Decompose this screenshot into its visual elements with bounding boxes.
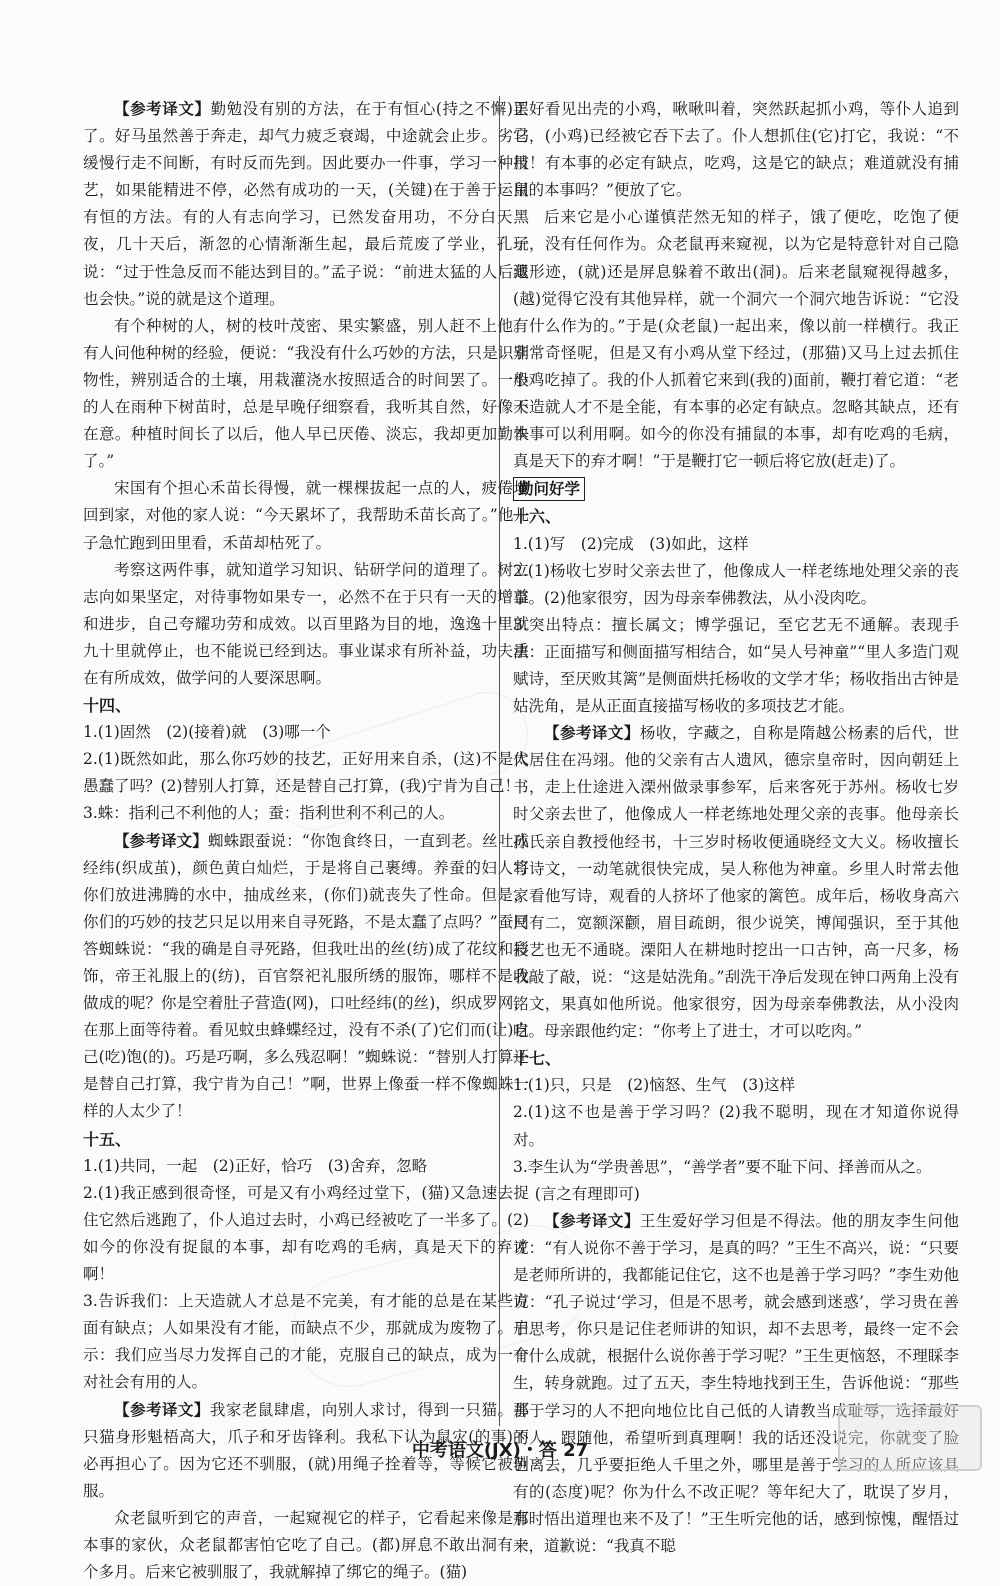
corner-logo-stamp bbox=[838, 1405, 982, 1471]
translation-paragraph bbox=[83, 828, 529, 1126]
paragraph-text: 勤勉没有别的方法，在于有恒心(持之不懈)罢了。好马虽然善于奔走，却气力疲乏衰竭，中途就会止步。劣马缓慢行走不间断，有时反而先到。因此要办一件事，学习一种技艺，如果能精进不停，必然有成功的一天，(关键)在于善于运用有恒的方法。有的人有志向学习，已然发奋用功，不分白天黑夜，几十天后，渐忽的心情渐渐生起，最后荒废了学业，孔子说：“过于性急反而不能达到目的。”孟子说：“前进太猛的人后退也会快。”说的就是这个道理。 bbox=[83, 100, 529, 308]
answer-paragraph: 正好看见出壳的小鸡，啾啾叫着，突然跃起抓小鸡，等仆人追到它，(小鸡)已经被它吞下去了。仆人想抓住(它)打它，我说：“不用！有本事的必定有缺点，吃鸡，这是它的缺点；难道就没有捕鼠的本事吗？”便放了它。 bbox=[513, 100, 959, 200]
answer-paragraph: 后来它是小心谨慎茫然无知的样子，饿了便吃，吃饱了便玩，没有任何作为。众老鼠再来窥视，以为它是特意针对自己隐藏形迹，(就)还是屏息躲着不敢出(洞)。后来老鼠窥视得越多，(越)觉得它没有其他异样，就一个洞穴一个洞穴地告诉说：“它没有什么作为的。”于是(众老鼠)一起出来，像以前一样横行。我正非常奇怪呢，但是又有小鸡从堂下经过，(那猫)又马上过去抓住小鸡吃掉了。我的仆人抓着它来到(我的)面前，鞭打着它道：“老天造就人才不是全能，有本事的必定有缺点。忽略其缺点，还有本事可以利用啊。如今的你没有捕鼠的本事，却有吃鸡的毛病，真是天下的弃才啊！”于是鞭打它一顿后将它放(赶走)了。 bbox=[513, 208, 959, 471]
paragraph-text: 我家老鼠肆虐，向别人求讨，得到一只猫。那只猫身形魁梧高大，爪子和牙齿锋利。我私下认为鼠灾(的事)不必再担心了。因为它还不驯服，(就)用绳子拴着等，等候它被驯服。 bbox=[83, 1400, 529, 1500]
answer-paragraph: 1.(1)写 (2)完成 (3)如此，这样 bbox=[513, 534, 749, 553]
answer-paragraph: 2.(1)既然如此，那么你巧妙的技艺，正好用来自杀，(这)不是太愚蠢了吗？(2)替别人打算，还是替自己打算，(我)宁肯为自己！ bbox=[83, 750, 529, 796]
translation-paragraph bbox=[513, 720, 959, 1045]
answer-paragraph: 2.(1)这不也是善于学习吗？(2)我不聪明，现在才知道你说得对。 bbox=[513, 1103, 959, 1149]
answer-paragraph: 3.李生认为“学贵善思”，“善学者”要不耻下问、择善而从之。 bbox=[513, 1157, 932, 1176]
answer-paragraph: 2.(1)我正感到很奇怪，可是又有小鸡经过堂下，(猫)又急速去捉住它然后逃跑了，仆人追过去时，小鸡已经被吃了一半多了。(2)如今的你没有捉鼠的本事，却有吃鸡的毛病，真是天下的弃才啊！ bbox=[83, 1183, 529, 1284]
answer-paragraph: 考察这两件事，就知道学习知识、钻研学问的道理了。树立志向如果坚定，对待事物如果专一，必然不在于只有一天的增益和进步，自己夸耀功劳和成效。以百里路为目的地，逸逸十里就九十里就停止，也不能说已经到达。事业谋求有所补益，功夫重在有所成效，做学问的人要深思啊。 bbox=[83, 560, 529, 687]
page-footer: 中考语文(JX)・答 27 bbox=[411, 1440, 589, 1461]
answer-paragraph: 3.蛛：指利己不利他的人；蚕：指利世利不利己的人。 bbox=[83, 804, 455, 823]
section-heading: 十七、 bbox=[513, 1049, 562, 1069]
section-heading: 十六、 bbox=[513, 507, 562, 527]
translation-tag: 【参考译文】 bbox=[114, 1400, 210, 1419]
paragraph-text: 杨收，字藏之，自称是隋越公杨素的后代，世代居住在冯翊。他的父亲有古人遗风，德宗皇帝时，因向朝廷上书，走上仕途进入溧州做录事参军，后来客死于苏州。杨收七岁时父亲去世了，他像成人一样老练地处理父亲的丧事。他母亲长孙氏亲自教授他经书，十三岁时杨收便通晓经文大义。杨收擅长写诗文，一动笔就很快完成，吴人称他为神童。乡里人时常去他家看他写诗，观看的人挤坏了他家的篱笆。成年后，杨收身高六尺有二，宽额深颧，眉目疏朗，很少说笑，博闻强识，至于其他技艺也无不通晓。溧阳人在耕地时挖出一口古钟，高一尺多，杨收敲了敲，说：“这是姑洗角。”刮洗干净后发现在钟口两角上没有铭文，果真如他所说。他家很穷，因为母亲奉佛教法，从小没肉吃。母亲跟他约定：“你考上了进士，才可以吃肉。” bbox=[513, 724, 959, 1041]
answer-paragraph: 1.(1)只，只是 (2)恼怒、生气 (3)这样 bbox=[513, 1076, 796, 1095]
translation-paragraph bbox=[83, 96, 529, 313]
answer-paragraph: 有个种树的人，树的枝叶茂密、果实繁盛，别人赶不上他。有人问他种树的经验，便说：“我没有什么巧妙的方法，只是识别物性，辨别适合的土壤，用栽灌浇水按照适合的时间罢了。一般的人在雨种下树苗时，总是早晚仔细察看，我听其自然，好像不在意。种植时间长了以后，他人早已厌倦、淡忘，我却更加勤快了。” bbox=[83, 316, 529, 471]
translation-tag: 【参考译文】 bbox=[114, 831, 208, 850]
answer-paragraph: 3.突出特点：擅长属文；博学强记，至它艺无不通解。表现手法：正面描写和侧面描写相结合，如“吴人号神童”“里人多造门观赋诗，至厌败其篱”是侧面烘托杨收的文学才华；杨收指出古钟是姑洗角，是从正面直接描写杨收的多项技艺才能。 bbox=[513, 615, 959, 716]
section-heading: 十四、 bbox=[83, 696, 132, 716]
section-heading: 十五、 bbox=[83, 1129, 132, 1149]
answer-paragraph: 1.(1)固然 (2)(接着)就 (3)哪一个 bbox=[83, 723, 331, 742]
answer-paragraph: 3.告诉我们：上天造就人才总是不完美，有才能的总是在某些方面有缺点；人如果没有才能，而缺点不少，那就成为废物了。启示：我们应当尽力发挥自己的才能，克服自己的缺点，成为一个对社会有用的人。 bbox=[83, 1292, 529, 1392]
paragraph-text: 蜘蛛跟蚕说：“你饱食终日，一直到老。丝吐成经纬(织成茧)，颜色黄白灿烂，于是将自己裹缚。养蚕的妇人将你们放进沸腾的水中，抽成丝来，(你们)就丧失了性命。但是，你们的巧妙的技艺只足以用来自寻死路，不是太蠢了点吗？”蚕回答蜘蛛说：“我的确是自寻死路，但我吐出的丝(纺)成了花纹和彩饰，帝王礼服上的(纺)，百官祭祀礼服所绣的服饰，哪样不是我做成的呢？你是空着肚子营造(网)，口吐经纬(的丝)，织成罗网，在那上面等待着。看见蚊虫蜂蝶经过，没有不杀(了)它们而(让)自己(吃)饱(的)。巧是巧啊，多么残忍啊！”蜘蛛说：“替别人打算还是替自己打算，我宁肯为自己！”啊，世界上像蚕一样不像蜘蛛一样的人太少了！ bbox=[83, 831, 529, 1121]
answer-paragraph: 2.(1)杨收七岁时父亲去世了，他像成人一样老练地处理父亲的丧事。(2)他家很穷，因为母亲奉佛教法，从小没肉吃。 bbox=[513, 561, 959, 607]
translation-tag: 【参考译文】 bbox=[114, 100, 211, 118]
section-box-title: 勤问好学 bbox=[513, 477, 585, 501]
answer-paragraph: 1.(1)共同，一起 (2)正好，恰巧 (3)舍弃，忽略 bbox=[83, 1156, 428, 1175]
answer-paragraph: 众老鼠听到它的声音，一起窥视它的样子，它看起来像是有本事的家伙，众老鼠都害怕它吃了自己。(都)屏息不敢出洞有一个多月。后来它被驯服了，我就解掉了绑它的绳子。(猫) bbox=[83, 1508, 529, 1582]
answer-paragraph: (言之有理即可) bbox=[534, 1184, 640, 1203]
paragraph-text: 王生爱好学习但是不得法。他的朋友李生问他说：“有人说你不善于学习，是真的吗？”王生不高兴，说：“只要是老师所讲的，我都能记住它，这不也是善于学习吗？”李生劝他说：“孔子说过‘学习，但是不思考，就会感到迷惑’，学习贵在善于思考，你只是记住老师讲的知识，却不去思考，最终一定不会有什么成就，根据什么说你善于学习呢？”王生更恼怒，不理睬李生，转身就跑。过了五天，李生特地找到王生，告诉他说：“那些善于学习的人不把向地位比自己低的人请教当成耻辱，选择最好的人，跟随他，希望听到真理啊！我的话还没说完，你就变了脸色离去，几乎要拒绝人千里之外，哪里是善于学习的人所应该具有的(态度)呢？你为什么不改正呢？等年纪大了，耽误了岁月，那时悟出道理也来不及了！”王生听完他的话，感到惊愧，醒悟过来，道歉说：“我真不聪 bbox=[513, 1211, 959, 1555]
translation-tag: 【参考译文】 bbox=[544, 724, 640, 743]
translation-tag: 【参考译文】 bbox=[544, 1211, 640, 1230]
right-column bbox=[513, 96, 959, 1560]
answer-paragraph: 宋国有个担心禾苗长得慢，就一棵棵拔起一点的人，疲倦地回到家，对他的家人说：“今天累坏了，我帮助禾苗长高了。”他儿子急忙跑到田里看，禾苗却枯死了。 bbox=[83, 479, 529, 552]
